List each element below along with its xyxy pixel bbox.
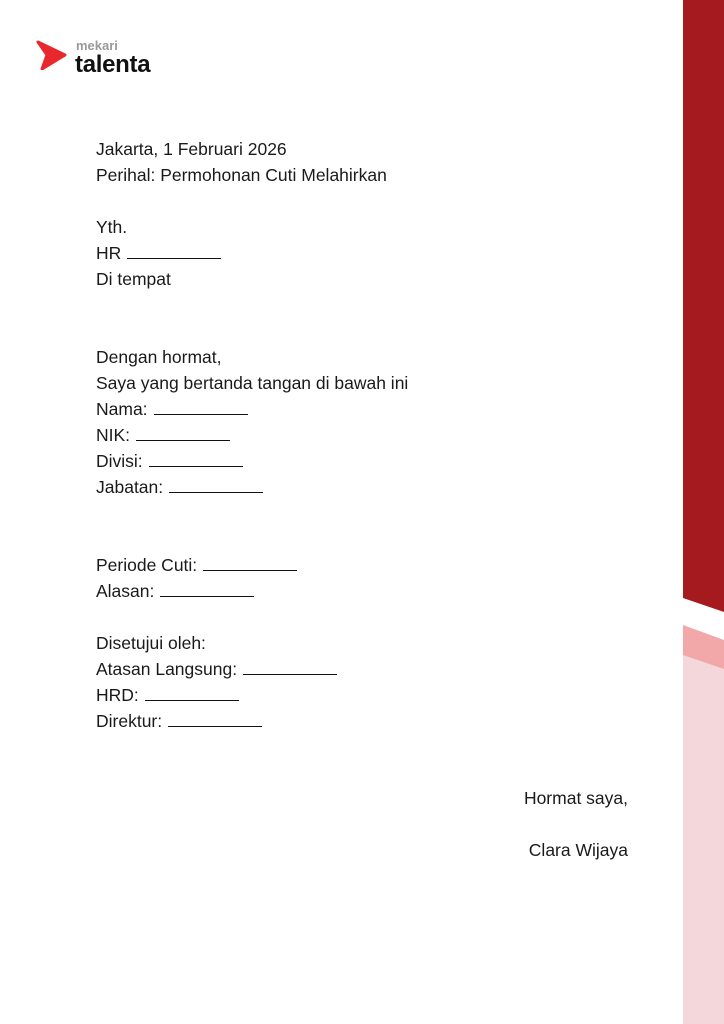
nik-label: NIK:	[96, 425, 131, 445]
period-label: Periode Cuti:	[96, 555, 198, 575]
hrd-blank	[145, 686, 239, 701]
nik-line	[96, 424, 230, 446]
approved-label: Disetujui oleh:	[96, 633, 206, 653]
decorative-side-strip	[683, 0, 724, 1024]
letter-date: Jakarta, 1 Februari 2026	[96, 139, 287, 159]
director-blank	[168, 712, 262, 727]
position-line	[96, 476, 263, 498]
greeting: Dengan hormat,	[96, 347, 222, 367]
division-blank	[149, 452, 243, 467]
supervisor-label: Atasan Langsung:	[96, 659, 238, 679]
position-blank	[169, 478, 263, 493]
reason-blank	[160, 582, 254, 597]
location: Di tempat	[96, 269, 171, 289]
recipient-label: HR	[96, 243, 122, 263]
nik-blank	[136, 426, 230, 441]
supervisor-line	[96, 658, 337, 680]
name-label: Nama:	[96, 399, 148, 419]
division-line	[96, 450, 243, 472]
period-line	[96, 554, 297, 576]
closing: Hormat saya,	[523, 788, 628, 808]
hrd-line	[96, 684, 239, 706]
logo-brand: mekari	[76, 38, 118, 53]
period-blank	[203, 556, 297, 571]
intro: Saya yang bertanda tangan di bawah ini	[96, 373, 409, 393]
director-label: Direktur:	[96, 711, 163, 731]
name-blank	[154, 400, 248, 415]
recipient-blank	[127, 244, 221, 259]
logo-product: talenta	[75, 51, 151, 78]
hrd-label: HRD:	[96, 685, 139, 705]
recipient-line	[96, 242, 221, 264]
division-label: Divisi:	[96, 451, 143, 471]
salutation: Yth.	[96, 217, 128, 237]
name-line	[96, 398, 248, 420]
reason-line	[96, 580, 254, 602]
director-line	[96, 710, 262, 732]
supervisor-blank	[243, 660, 337, 675]
talenta-logo-icon	[36, 38, 68, 70]
reason-label: Alasan:	[96, 581, 155, 601]
signer-name: Clara Wijaya	[528, 840, 628, 860]
letter-subject: Perihal: Permohonan Cuti Melahirkan	[96, 165, 387, 185]
position-label: Jabatan:	[96, 477, 164, 497]
